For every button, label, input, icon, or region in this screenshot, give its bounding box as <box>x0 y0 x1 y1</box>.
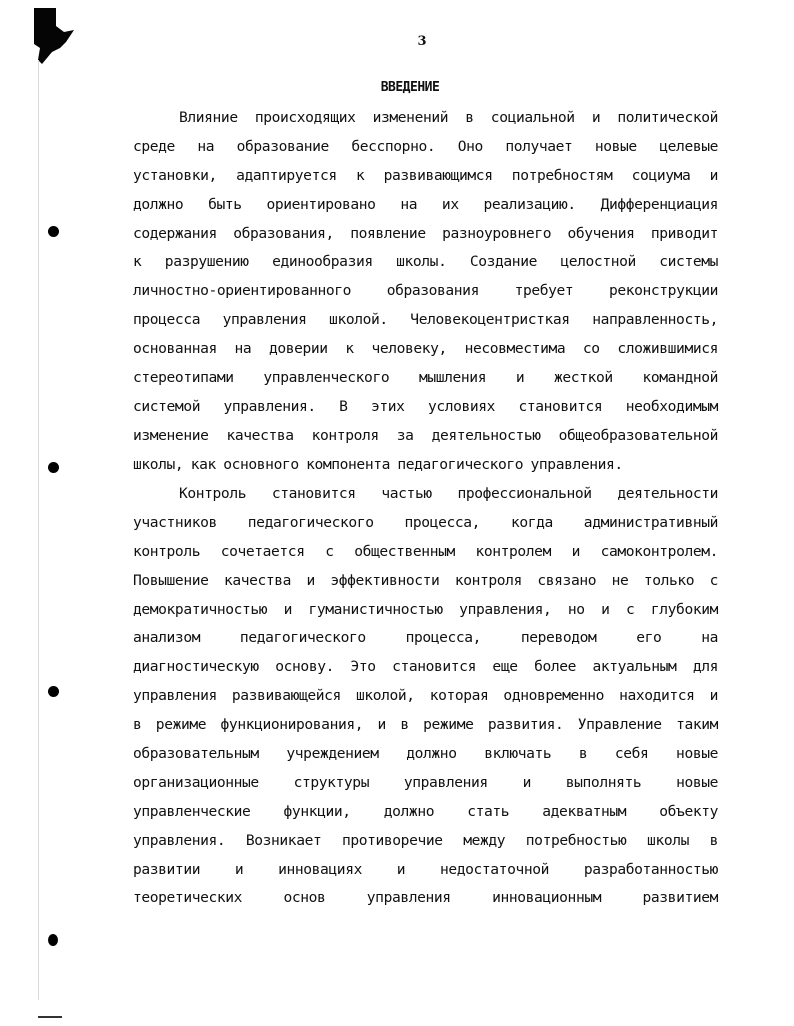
text-line: развитии и инновациях и недостаточной разработанностью <box>133 860 718 878</box>
text-line: процесса управления школой. Человекоцентристкая направленность, <box>133 311 718 329</box>
text-line: контроль сочетается с общественным контролем и самоконтролем. <box>133 542 718 560</box>
text-line: стереотипами управленческого мышления и жесткой командной <box>133 369 718 387</box>
binder-hole-mark <box>48 462 59 473</box>
text-line: участников педагогического процесса, когда административный <box>133 513 718 531</box>
text-line: управления. Возникает противоречие между потребностью школы в <box>133 831 718 849</box>
text-line: изменение качества контроля за деятельностью общеобразовательной <box>133 426 718 444</box>
text-line: системой управления. В этих условиях становится необходимым <box>133 397 718 415</box>
text-line: демократичностью и гуманистичностью управления, но и с глубоким <box>133 600 718 618</box>
scan-margin-line <box>38 60 39 1000</box>
text-line: управленческие функции, должно стать адекватным объекту <box>133 802 718 820</box>
text-line: личностно-ориентированного образования требует реконструкции <box>133 282 718 300</box>
text-line: в режиме функционирования, и в режиме развития. Управление таким <box>133 716 718 734</box>
text-line: Контроль становится частью профессиональной деятельности <box>179 485 718 502</box>
section-title: ВВЕДЕНИЕ <box>380 80 440 95</box>
text-line: диагностическую основу. Это становится еще более актуальным для <box>133 658 718 676</box>
text-line: анализом педагогического процесса, переводом его на <box>133 629 718 647</box>
text-line: среде на образование бесспорно. Оно получает новые целевые <box>133 137 718 155</box>
text-line: содержания образования, появление разноуровнего обучения приводит <box>133 224 718 242</box>
scan-corner-mark <box>34 8 74 68</box>
scan-bottom-mark <box>38 1016 62 1018</box>
text-line: Повышение качества и эффективности контроля связано не только с <box>133 571 718 589</box>
binder-hole-mark <box>48 934 58 946</box>
text-line: управления развивающейся школой, которая одновременно находится и <box>133 687 718 705</box>
text-line: организационные структуры управления и выполнять новые <box>133 773 718 791</box>
text-line: теоретических основ управления инновационным развитием <box>133 889 718 907</box>
text-line: к разрушению единообразия школы. Создание целостной системы <box>133 253 718 271</box>
binder-hole-mark <box>48 226 59 237</box>
text-line: должно быть ориентировано на их реализацию. Дифференциация <box>133 195 718 213</box>
text-line: школы, как основного компонента педагогического управления. <box>133 455 623 473</box>
paragraph-introduction-2 <box>133 480 718 913</box>
text-line: Влияние происходящих изменений в социальной и политической <box>179 109 718 126</box>
text-line: установки, адаптируется к развивающимся потребностям социума и <box>133 166 718 184</box>
paragraph-introduction-1 <box>133 104 718 480</box>
binder-hole-mark <box>48 686 59 697</box>
text-line: образовательным учреждением должно включать в себя новые <box>133 745 718 763</box>
text-line: основанная на доверии к человеку, несовместима со сложившимися <box>133 340 718 358</box>
page-number: 3 <box>417 34 427 49</box>
